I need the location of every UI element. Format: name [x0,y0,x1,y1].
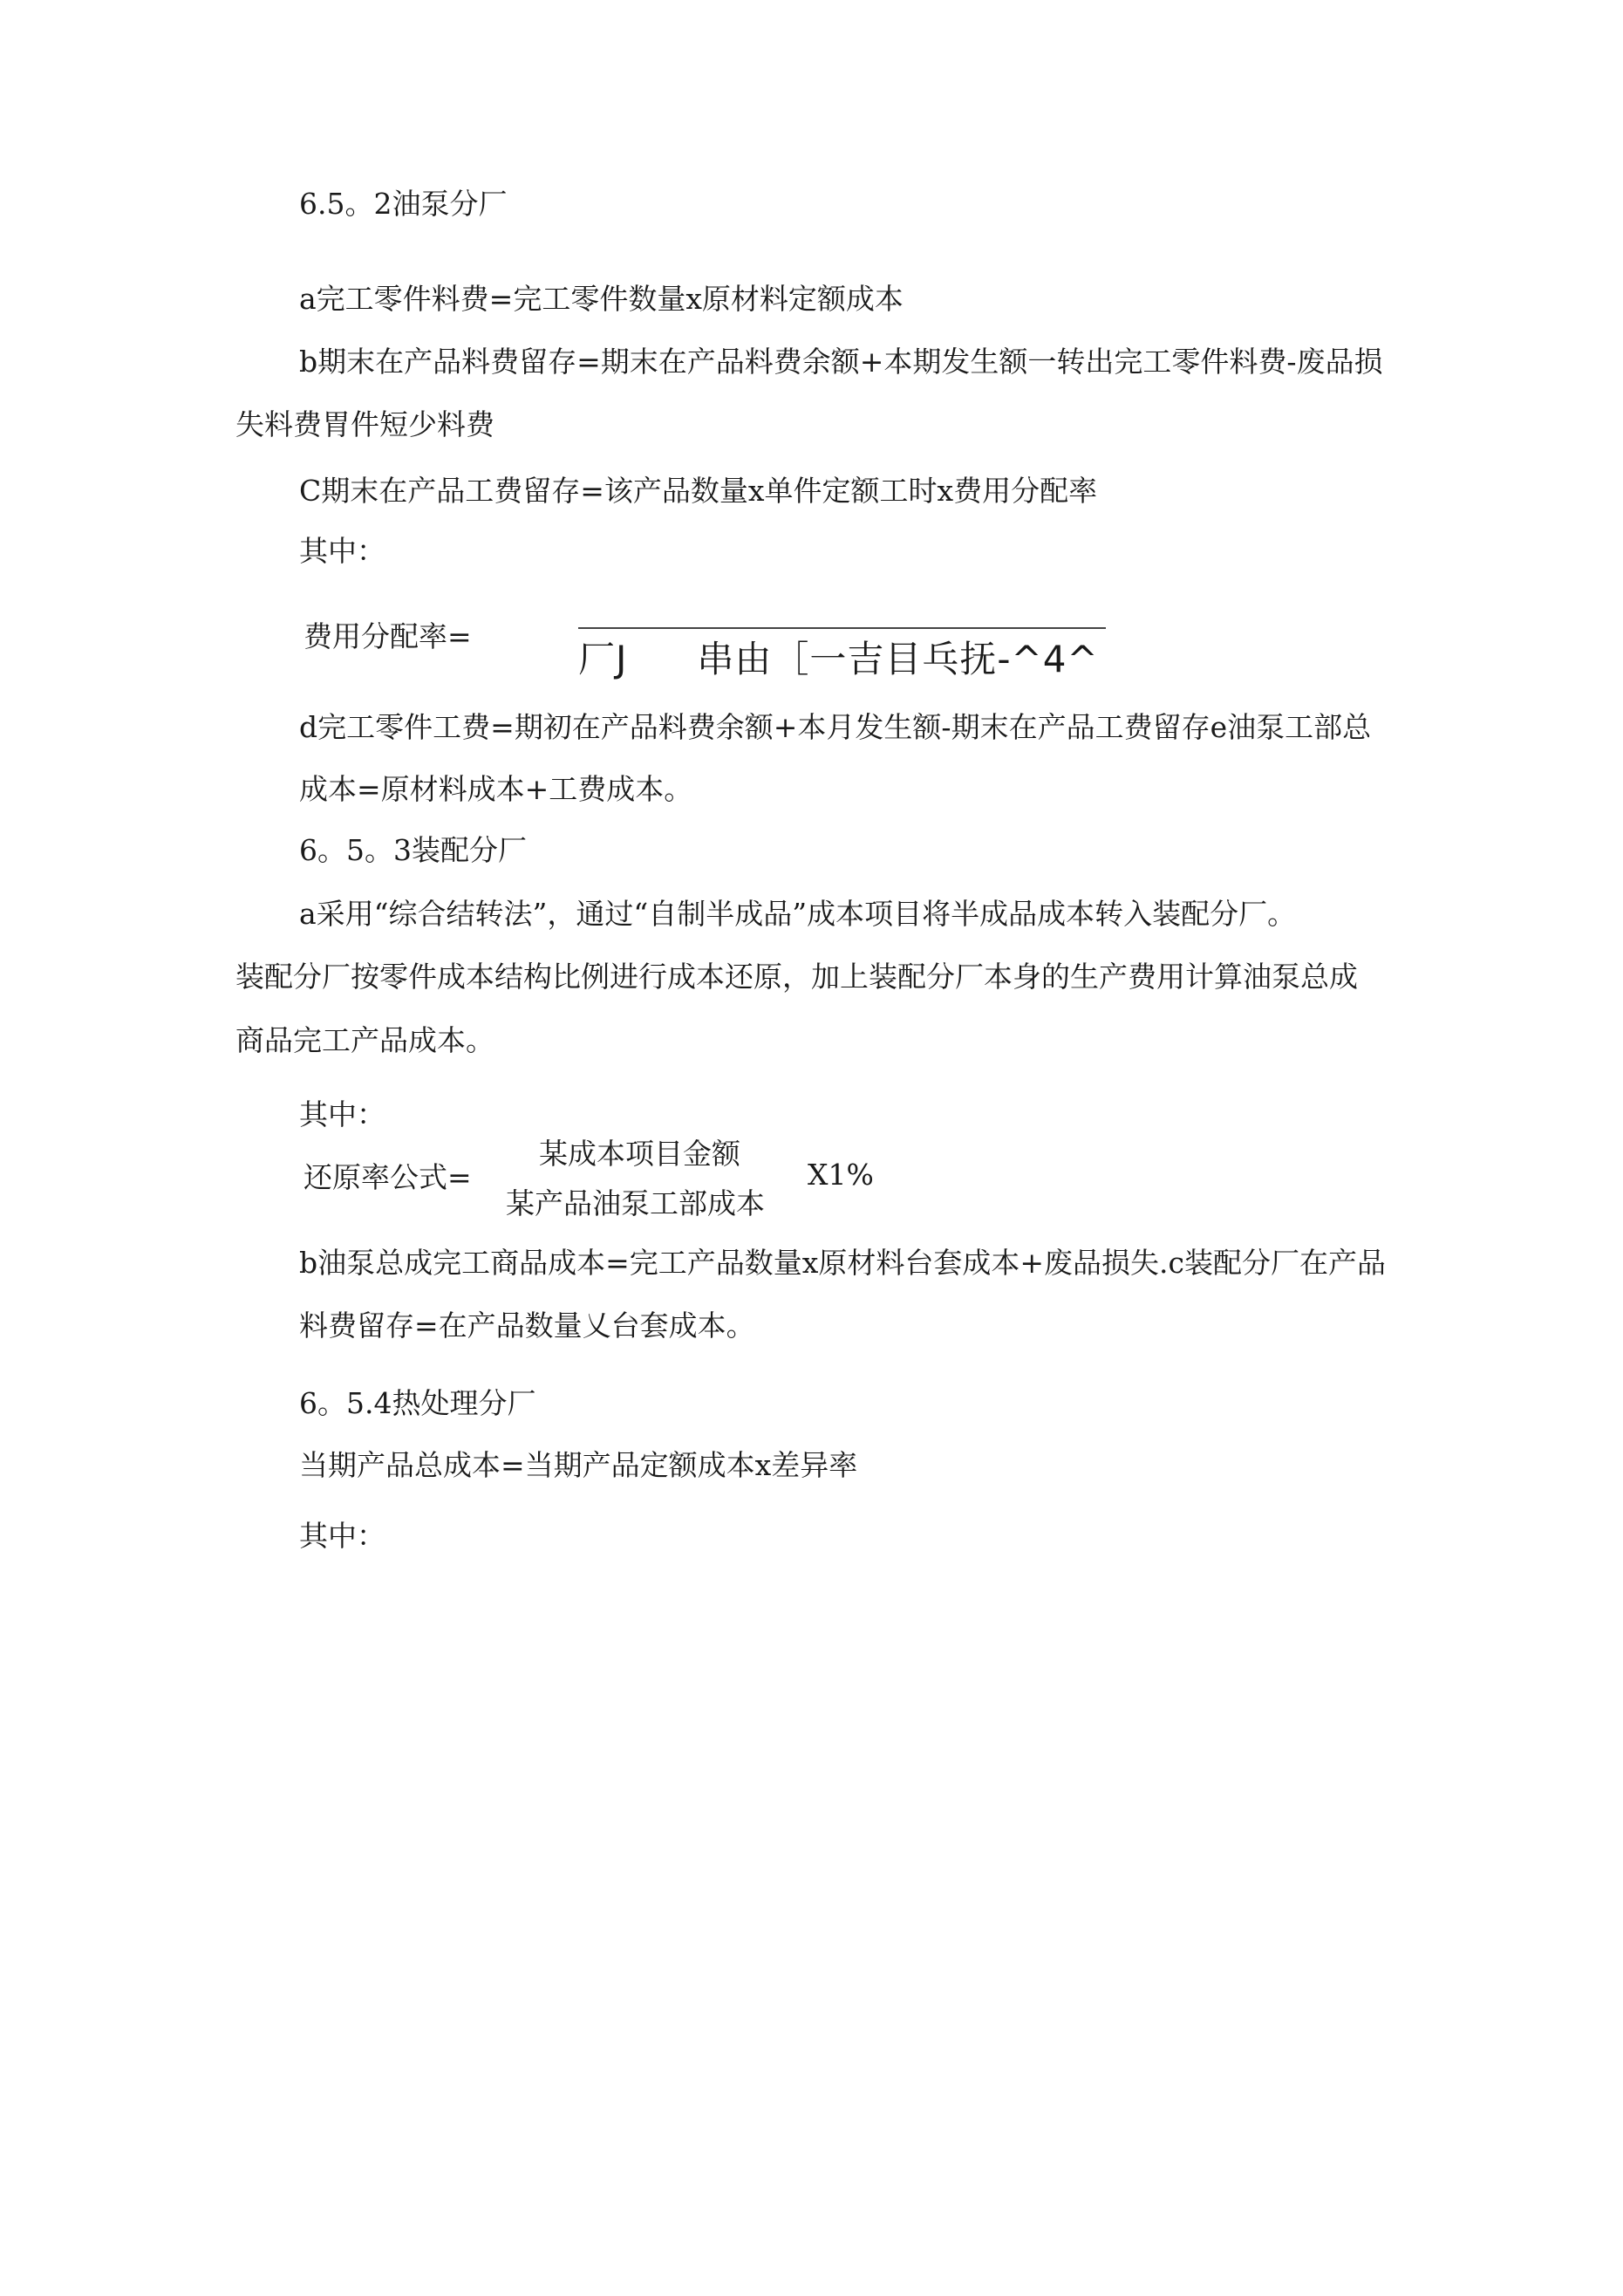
formula-b-line1: b期末在产品料费留存=期末在产品料费余额+本期发生额一转出完工零件料费-废品损 [299,345,1383,379]
section-heading-6-5-4: 6。5.4热处理分厂 [299,1386,536,1420]
fee-rate-label: 费用分配率= [303,619,472,653]
restore-rate-numerator: 某成本项目金额 [539,1137,740,1171]
fee-rate-formula-part1: 厂J [578,638,628,680]
heat-treatment-formula: 当期产品总成本=当期产品定额成本x差异率 [299,1448,858,1482]
assembly-a-line1: a采用“综合结转法”，通过“自制半成品”成本项目将半成品成本转入装配分厂。 [299,897,1297,931]
assembly-a-line3: 商品完工产品成本。 [235,1023,494,1057]
restore-rate-multiplier: X1% [808,1158,874,1192]
fee-rate-formula-part2: 串由［一吉目乓抚-^4^ [697,638,1099,680]
formula-b-line2: 失料费胃件短少料费 [235,407,494,441]
restore-rate-denominator: 某产品油泵工部成本 [506,1186,765,1220]
formula-d-line2: 成本=原材料成本+工费成本。 [299,772,693,806]
formula-c-wip-labor: C期末在产品工费留存=该产品数量x单件定额工时x费用分配率 [299,474,1098,508]
formula-a-completed-parts-material: a完工零件料费=完工零件数量x原材料定额成本 [299,282,904,316]
assembly-b-line2: 料费留存=在产品数量乂台套成本。 [299,1309,755,1343]
qizhong-label-2: 其中： [299,1097,385,1131]
qizhong-label-1: 其中： [299,534,385,568]
assembly-a-line2: 装配分厂按零件成本结构比例进行成本还原，加上装配分厂本身的生产费用计算油泵总成 [235,960,1358,994]
restore-rate-label: 还原率公式= [303,1160,472,1194]
formula-d-line1: d完工零件工费=期初在产品料费余额+本月发生额-期末在产品工费留存e油泵工部总 [299,710,1372,744]
assembly-b-line1: b油泵总成完工商品成本=完工产品数量x原材料台套成本+废品损失.c装配分厂在产品 [299,1246,1387,1280]
qizhong-label-3: 其中： [299,1519,385,1553]
fee-rate-formula [578,637,1099,682]
fee-rate-fraction-rule [578,627,1106,629]
section-heading-6-5-2: 6.5。2油泵分厂 [299,187,508,221]
section-heading-6-5-3: 6。5。3装配分厂 [299,833,527,867]
